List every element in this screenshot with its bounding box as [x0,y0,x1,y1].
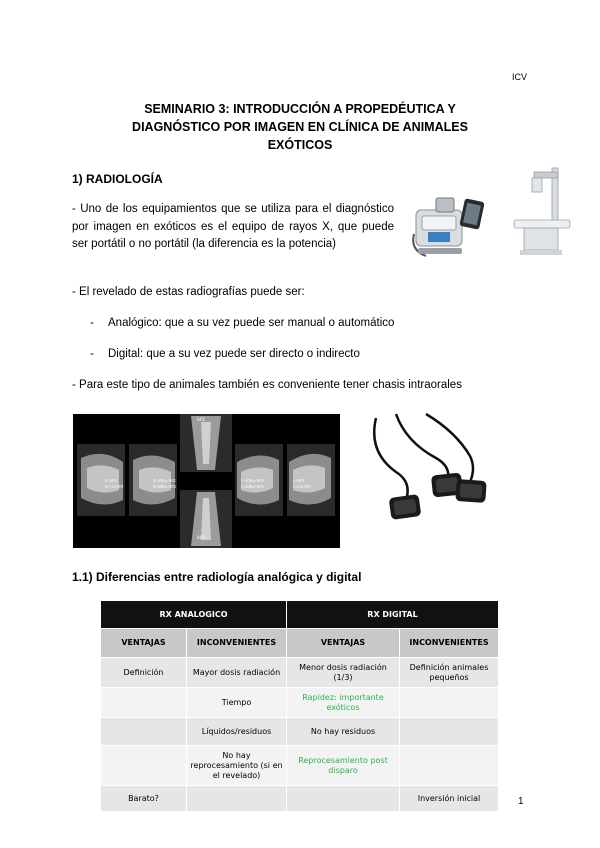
table-cell [287,786,400,812]
table-cell: Menor dosis radiación (1/3) [287,658,400,688]
xray-label: MN [197,536,206,541]
table-row [101,658,499,688]
xray-label: L-MN L-Cd-MN [293,478,312,489]
table-cell: Mayor dosis radiación [187,658,287,688]
table-subheader-row [101,629,499,658]
xray-label: R-40Ro-MX R-40Ro-MN [153,478,177,489]
dental-radiograph-image [73,414,340,548]
table-cell: Barato? [101,786,187,812]
table-row [101,688,499,718]
xray-label: R-MN R-Cd-MN [105,478,124,489]
table-header-digital: RX DIGITAL [287,601,499,629]
table-cell: Definición [101,658,187,688]
page-title: SEMINARIO 3: INTRODUCCIÓN A PROPEDÉUTICA Y DIAGNÓSTICO POR IMAGEN EN CLÍNICA DE ANIMALES EXÓTICOS [132,102,468,152]
table-cell: No hay reprocesamiento (si en el revelado) [187,746,287,786]
table-column-header: INCONVENIENTES [187,629,287,658]
comparison-table [100,600,499,812]
xray-table-image [512,162,572,262]
table-cell: Inversión inicial [400,786,499,812]
table-cell-highlight: Reprocesamiento post disparo [287,746,400,786]
table-group-header-row [101,601,499,629]
table-row [101,718,499,746]
paragraph-equipment: - Uno de los equipamientos que se utiliza para el diagnóstico por imagen en exóticos es el equipo de rayos X, que puede ser portátil o no portátil (la diferencia es la potencia) [72,203,394,250]
table-cell [187,786,287,812]
portable-xray-image [406,190,492,268]
table-cell: Líquidos/residuos [187,718,287,746]
table-row [101,746,499,786]
table-cell [400,746,499,786]
table-cell [101,688,187,718]
table-cell [101,718,187,746]
table-cell [400,688,499,718]
table-cell: Definición animales pequeños [400,658,499,688]
paragraph-chasis: - Para este tipo de animales también es conveniente tener chasis intraorales [72,379,462,391]
table-column-header: VENTAJAS [101,629,187,658]
list-item [90,348,490,364]
section-heading-diferencias: 1.1) Diferencias entre radiología analógica y digital [72,570,362,584]
xray-label: L-40Ro-MX L-40Ro-MN [241,478,264,489]
table-row [101,786,499,812]
table-cell: No hay residuos [287,718,400,746]
bullet-marker: - [90,317,94,329]
bullet-text-digital: Digital: que a su vez puede ser directo o indirecto [108,348,360,360]
paragraph-revelado: - El revelado de estas radiografías puede ser: [72,286,305,298]
list-item [90,317,490,333]
table-header-analogico: RX ANALOGICO [101,601,287,629]
header-tag: ICV [512,72,528,82]
bullet-text-analogico: Analógico: que a su vez puede ser manual o automático [108,317,395,329]
table-cell [400,718,499,746]
table-cell: Tiempo [187,688,287,718]
page-number: 1 [518,796,524,807]
table-cell [101,746,187,786]
section-heading-radiologia: 1) RADIOLOGÍA [72,172,163,186]
intraoral-sensors-image [366,412,496,534]
table-cell-highlight: Rapidez: importante exóticos [287,688,400,718]
xray-label: MX [197,418,206,423]
bullet-marker: - [90,348,94,360]
table-column-header: VENTAJAS [287,629,400,658]
table-column-header: INCONVENIENTES [400,629,499,658]
